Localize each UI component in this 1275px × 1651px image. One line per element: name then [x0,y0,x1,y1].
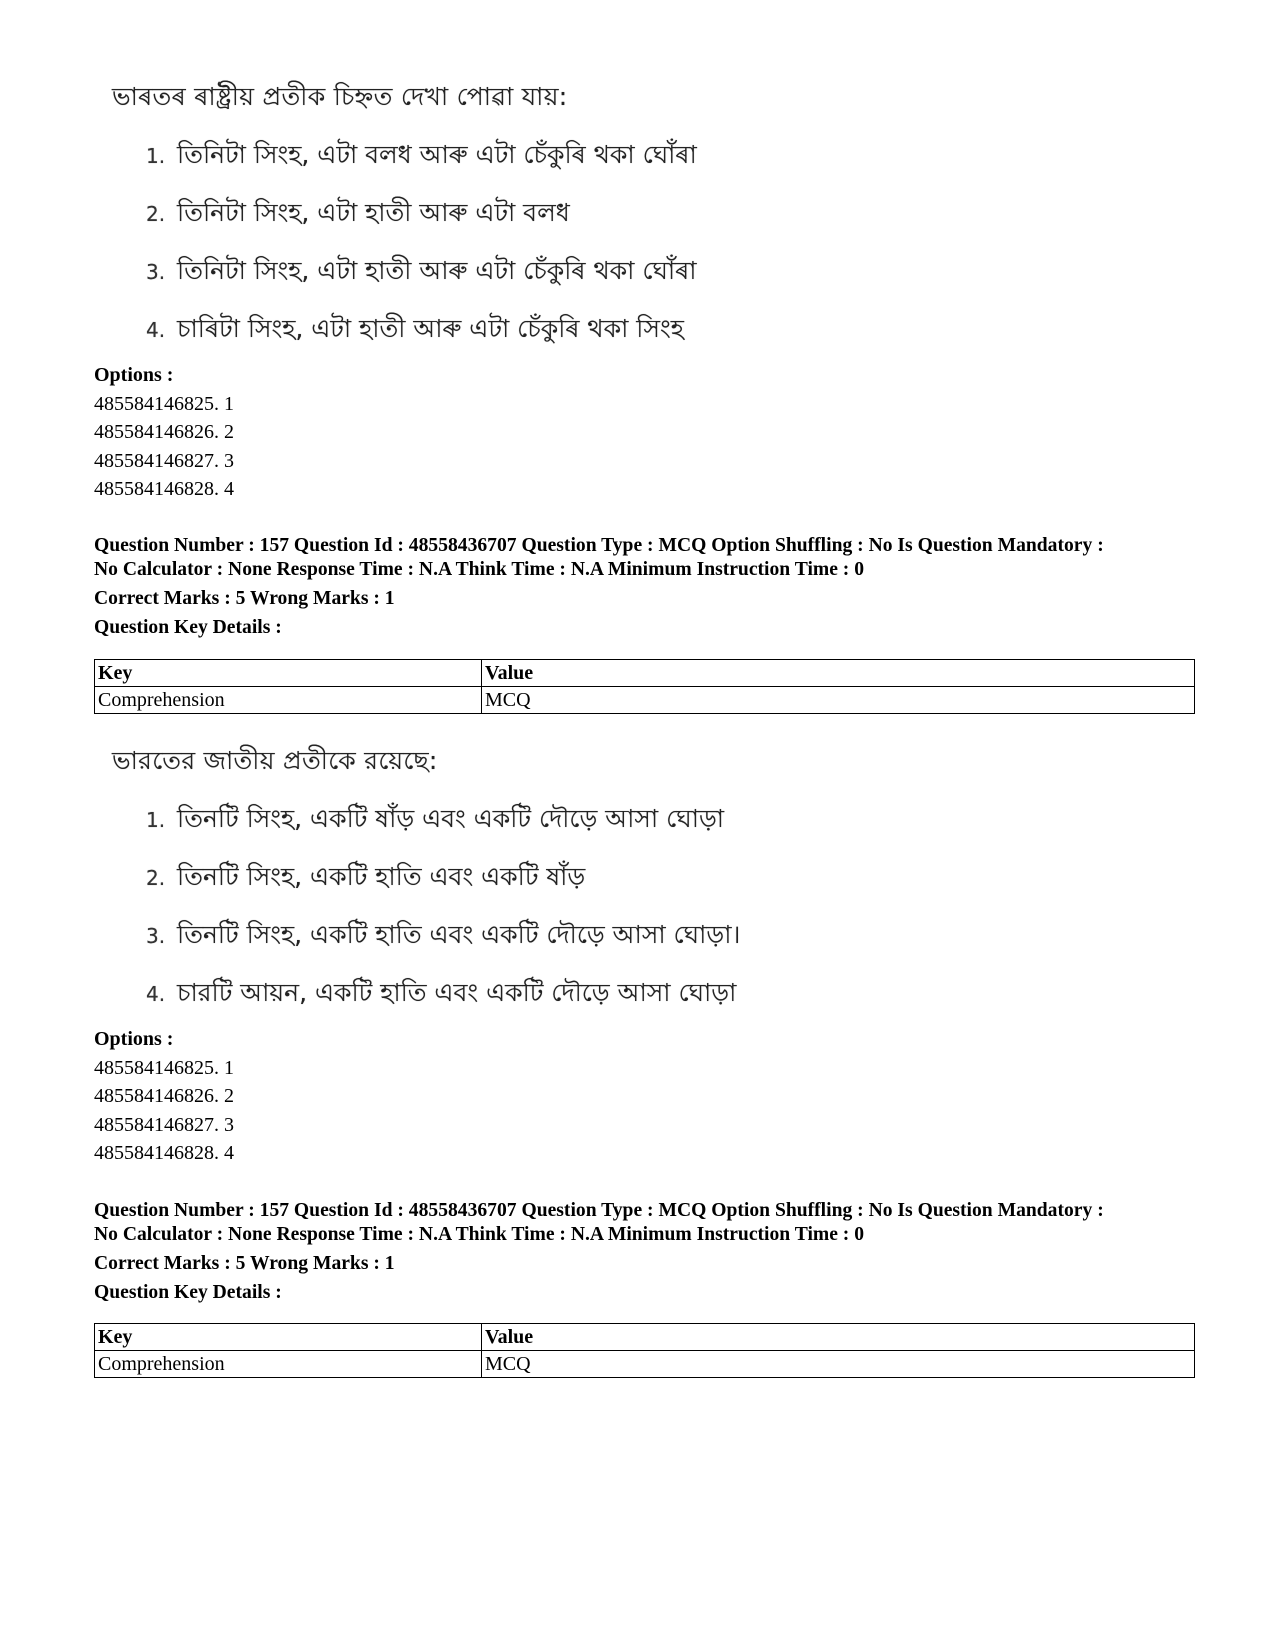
question-meta [94,534,1194,640]
table-header-cell: Key [95,1324,482,1351]
key-details-table [94,659,1195,714]
option-text: তিনিটা সিংহ, এটা হাতী আৰু এটা বলধ [177,198,570,227]
options-block [94,361,1194,504]
option-number: 1. [146,808,166,832]
key-details-table [94,1323,1195,1378]
option-id-line: 485584146825. 1 [94,1056,234,1079]
question-option-3 [112,920,741,978]
table-row [95,687,1195,714]
marks-line: Correct Marks : 5 Wrong Marks : 1 [94,588,395,609]
option-id-line: 485584146826. 2 [94,421,234,443]
question-meta-line: Question Number : 157 Question Id : 48558436707 Question Type : MCQ Option Shuffling : No Is Question Mandatory : [94,535,1104,556]
option-id-line: 485584146827. 3 [94,449,234,472]
options-block [94,1025,1194,1168]
option-number: 2. [146,202,166,226]
question-stem: ভাৰতৰ ৰাষ্ট্ৰীয় প্ৰতীক চিহ্নত দেখা পোৱা যায়: [112,82,568,111]
option-number: 3. [146,260,166,284]
option-text: চাৰিটা সিংহ, এটা হাতী আৰু এটা চেঁকুৰি থকা সিংহ [177,314,684,343]
question-meta [94,1199,1194,1305]
question-option-2 [112,198,732,256]
table-cell: MCQ [482,1351,1195,1378]
option-text: তিনটি সিংহ, একটি হাতি এবং একটি ষাঁড় [177,862,586,891]
table-cell: Comprehension [95,1351,482,1378]
key-details-heading: Question Key Details : [94,617,282,638]
table-header-cell: Value [482,1324,1195,1351]
question-option-1 [112,140,732,198]
key-details-heading: Question Key Details : [94,1282,282,1303]
option-number: 4. [146,982,166,1006]
table-header-row [95,660,1195,687]
option-id-line: 485584146826. 2 [94,1085,234,1107]
question-image-bengali [112,746,741,1036]
question-option-3 [112,256,732,314]
table-row [95,1351,1195,1378]
option-number: 2. [146,866,166,890]
table-header-cell: Value [482,660,1195,687]
option-id-line: 485584146828. 4 [94,478,234,500]
question-stem: ভারতের জাতীয় প্রতীকে রয়েছে: [112,746,438,775]
option-number: 1. [146,144,166,168]
question-meta-line: No Calculator : None Response Time : N.A Think Time : N.A Minimum Instruction Time : 0 [94,559,865,580]
option-number: 4. [146,318,166,342]
question-option-1 [112,804,732,862]
option-number: 3. [146,924,166,948]
question-meta-line: Question Number : 157 Question Id : 48558436707 Question Type : MCQ Option Shuffling : No Is Question Mandatory : [94,1200,1104,1221]
option-id-line: 485584146828. 4 [94,1142,234,1164]
option-id-line: 485584146827. 3 [94,1113,234,1136]
question-meta-line: No Calculator : None Response Time : N.A Think Time : N.A Minimum Instruction Time : 0 [94,1224,865,1245]
marks-line: Correct Marks : 5 Wrong Marks : 1 [94,1253,395,1274]
options-heading: Options : [94,1028,174,1050]
option-text: তিনটি সিংহ, একটি হাতি এবং একটি দৌড়ে আসা ঘোড়া। [177,920,741,949]
option-text: চারটি আয়ন, একটি হাতি এবং একটি দৌড়ে আসা ঘোড়া [177,978,737,1007]
table-header-cell: Key [95,660,482,687]
question-image-assamese [112,82,732,372]
table-cell: Comprehension [95,687,482,714]
question-option-2 [112,862,732,920]
table-cell: MCQ [482,687,1195,714]
table-header-row [95,1324,1195,1351]
option-id-line: 485584146825. 1 [94,392,234,415]
option-text: তিনিটা সিংহ, এটা হাতী আৰু এটা চেঁকুৰি থকা ঘোঁৰা [177,256,697,285]
option-text: তিনিটা সিংহ, এটা বলধ আৰু এটা চেঁকুৰি থকা ঘোঁৰা [177,140,697,169]
options-heading: Options : [94,364,174,386]
option-text: তিনটি সিংহ, একটি ষাঁড় এবং একটি দৌড়ে আসা ঘোড়া [177,804,725,833]
